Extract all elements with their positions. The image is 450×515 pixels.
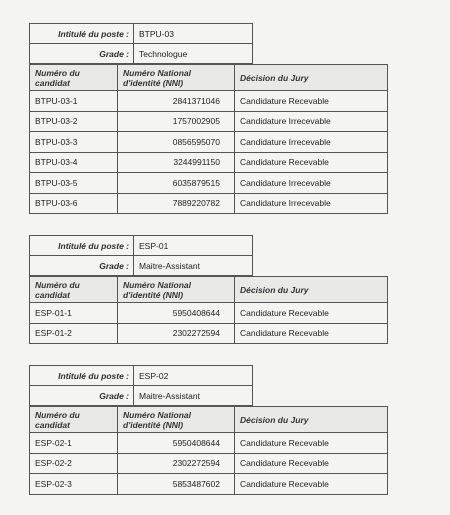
table-row [30, 132, 388, 153]
poste-value: ESP-02 [134, 366, 253, 386]
table-row [30, 111, 388, 132]
poste-label: Intitulé du poste : [30, 236, 134, 256]
candidate-nni: 0856595070 [118, 132, 235, 153]
candidate-nni: 3244991150 [118, 152, 235, 173]
jury-decision: Candidature Irrecevable [235, 132, 388, 153]
candidate-nni: 2302272594 [118, 453, 235, 474]
col-decision: Décision du Jury [235, 407, 388, 433]
col-numero-candidat: Numéro du candidat [30, 407, 118, 433]
table-row [30, 173, 388, 194]
poste-block-esp-01 [29, 235, 388, 344]
jury-decision: Candidature Irrecevable [235, 193, 388, 214]
poste-header-table [29, 365, 253, 406]
candidates-table [29, 406, 388, 495]
col-nni: Numéro National d'identité (NNI) [118, 407, 235, 433]
grade-label: Grade : [30, 386, 134, 406]
candidate-number: BTPU-03-4 [30, 152, 118, 173]
table-row [30, 152, 388, 173]
table-row [30, 323, 388, 344]
jury-decision: Candidature Recevable [235, 152, 388, 173]
jury-decision: Candidature Recevable [235, 323, 388, 344]
candidates-table [29, 276, 388, 344]
candidate-nni: 7889220782 [118, 193, 235, 214]
candidate-number: BTPU-03-3 [30, 132, 118, 153]
candidate-nni: 6035879515 [118, 173, 235, 194]
jury-decision: Candidature Irrecevable [235, 173, 388, 194]
table-row [30, 433, 388, 454]
candidate-number: ESP-01-1 [30, 303, 118, 324]
table-row [30, 453, 388, 474]
table-header-row [30, 407, 388, 433]
table-row [30, 474, 388, 495]
col-numero-candidat: Numéro du candidat [30, 65, 118, 91]
poste-value: BTPU-03 [134, 24, 253, 44]
table-row [30, 303, 388, 324]
jury-decision: Candidature Recevable [235, 91, 388, 112]
table-header-row [30, 277, 388, 303]
col-decision: Décision du Jury [235, 277, 388, 303]
jury-decision: Candidature Recevable [235, 474, 388, 495]
poste-label: Intitulé du poste : [30, 366, 134, 386]
jury-decision: Candidature Recevable [235, 303, 388, 324]
jury-decision: Candidature Recevable [235, 453, 388, 474]
table-row [30, 91, 388, 112]
grade-value: Technologue [134, 44, 253, 64]
candidate-number: BTPU-03-2 [30, 111, 118, 132]
candidate-nni: 2841371046 [118, 91, 235, 112]
col-decision: Décision du Jury [235, 65, 388, 91]
candidate-nni: 5950408644 [118, 303, 235, 324]
candidate-nni: 5853487602 [118, 474, 235, 495]
poste-header-table [29, 235, 253, 276]
col-nni: Numéro National d'identité (NNI) [118, 277, 235, 303]
grade-value: Maitre-Assistant [134, 386, 253, 406]
col-numero-candidat: Numéro du candidat [30, 277, 118, 303]
candidate-number: BTPU-03-5 [30, 173, 118, 194]
candidate-nni: 1757002905 [118, 111, 235, 132]
poste-header-table [29, 23, 253, 64]
grade-label: Grade : [30, 44, 134, 64]
candidate-number: ESP-02-2 [30, 453, 118, 474]
candidate-number: BTPU-03-6 [30, 193, 118, 214]
jury-decision: Candidature Irrecevable [235, 111, 388, 132]
candidate-nni: 2302272594 [118, 323, 235, 344]
candidate-number: ESP-01-2 [30, 323, 118, 344]
poste-block-btpu-03 [29, 23, 388, 214]
grade-label: Grade : [30, 256, 134, 276]
candidate-nni: 5950408644 [118, 433, 235, 454]
poste-label: Intitulé du poste : [30, 24, 134, 44]
poste-block-esp-02 [29, 365, 388, 495]
table-header-row [30, 65, 388, 91]
jury-decision: Candidature Recevable [235, 433, 388, 454]
grade-value: Maitre-Assistant [134, 256, 253, 276]
candidate-number: BTPU-03-1 [30, 91, 118, 112]
table-row [30, 193, 388, 214]
candidates-table [29, 64, 388, 214]
poste-value: ESP-01 [134, 236, 253, 256]
candidate-number: ESP-02-1 [30, 433, 118, 454]
candidate-number: ESP-02-3 [30, 474, 118, 495]
col-nni: Numéro National d'identité (NNI) [118, 65, 235, 91]
